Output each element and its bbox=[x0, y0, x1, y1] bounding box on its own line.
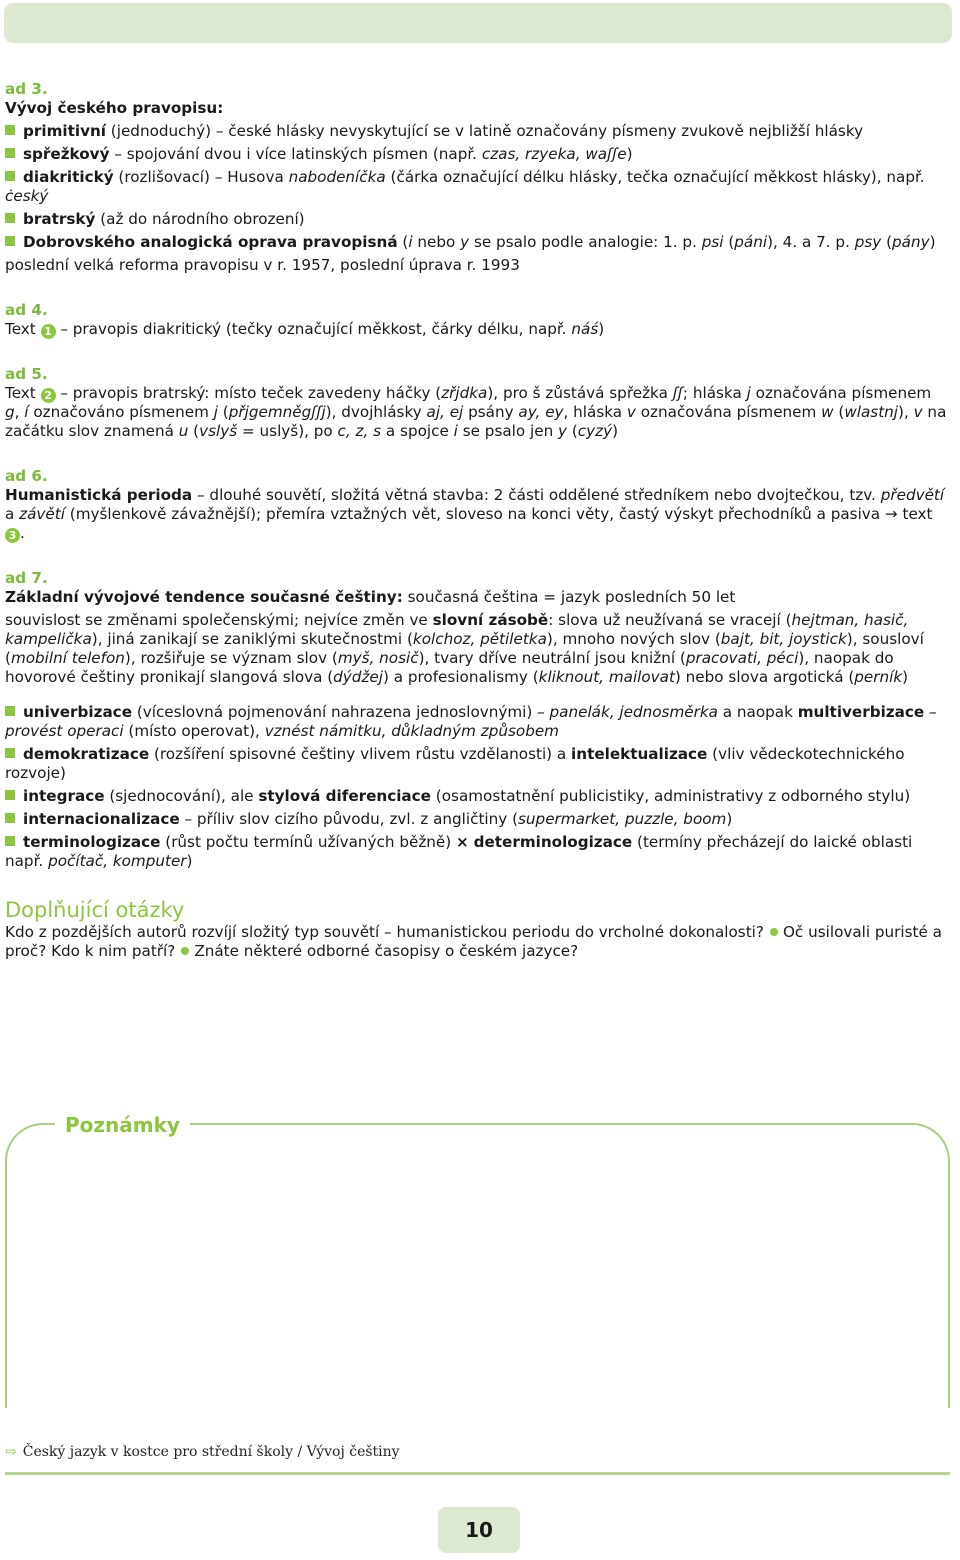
term: slovní zásobě bbox=[432, 611, 549, 629]
text: ), sousloví ( bbox=[5, 630, 924, 667]
question: Oč usilovali puristé a proč? Kdo k nim patří? bbox=[5, 923, 942, 960]
term: diakritický bbox=[23, 168, 114, 186]
text: – pravopis diakritický (tečky označující měkkost, čárky délku, např. bbox=[55, 320, 572, 338]
text: psány bbox=[463, 403, 519, 421]
example: psi bbox=[701, 233, 724, 251]
example: supermarket, puzzle, boom bbox=[518, 810, 727, 828]
bullet-square-icon bbox=[5, 148, 15, 158]
example: y bbox=[558, 422, 568, 440]
example: vslyš bbox=[199, 422, 238, 440]
example: perník bbox=[854, 668, 903, 686]
example: psy bbox=[854, 233, 882, 251]
notes-box[interactable] bbox=[5, 1113, 950, 1408]
term: bratrský bbox=[23, 210, 96, 228]
ad7-paragraph bbox=[5, 611, 950, 687]
text: text bbox=[897, 505, 933, 523]
example: v bbox=[913, 403, 923, 421]
versus-sign: × bbox=[456, 833, 469, 851]
term: terminologizace bbox=[23, 833, 161, 851]
term: determinologizace bbox=[473, 833, 633, 851]
spacer bbox=[5, 871, 950, 897]
page-number: 10 bbox=[438, 1507, 520, 1553]
term: multiverbizace bbox=[797, 703, 925, 721]
example: vznést námitku, důkladným způsobem bbox=[264, 722, 559, 740]
ad4-paragraph bbox=[5, 320, 950, 339]
text: ( bbox=[397, 233, 409, 251]
text: souvislost se změnami společenskými; nejvíce změn ve bbox=[5, 611, 433, 629]
term: Humanistická perioda bbox=[5, 486, 193, 504]
text: ), naopak do hovorové češtiny pronikají slangová slova ( bbox=[5, 649, 894, 686]
ad6-paragraph bbox=[5, 486, 950, 543]
text: (jednoduchý) – české hlásky nevyskytující se v latině označovány písmeny zvukově nejbližší hlásky bbox=[105, 122, 864, 140]
example: ʃʃ bbox=[672, 384, 683, 402]
text-label: Text bbox=[5, 384, 36, 402]
question: Znáte některé odborné časopisy o českém jazyce? bbox=[194, 942, 579, 960]
arrow-icon: → bbox=[884, 505, 898, 523]
main-content bbox=[5, 80, 950, 961]
text: (čárka označující délku hlásky, tečka označující měkkost hlásky), např. bbox=[385, 168, 925, 186]
example: v bbox=[626, 403, 636, 421]
question: Kdo z pozdějších autorů rozvíjí složitý typ souvětí – humanistickou periodu do vrcholné dokonalosti? bbox=[5, 923, 764, 941]
example: počítač, komputer bbox=[48, 852, 187, 870]
example: czas, rzyeka, waʃʃe bbox=[481, 145, 627, 163]
spacer bbox=[5, 441, 950, 467]
text: – bbox=[924, 703, 937, 721]
term: primitivní bbox=[23, 122, 106, 140]
text: ( bbox=[833, 403, 845, 421]
text: ) bbox=[902, 668, 909, 686]
text: ) bbox=[612, 422, 619, 440]
term: Základní vývojové tendence současné češtiny: bbox=[5, 588, 403, 606]
text: ( bbox=[723, 233, 735, 251]
list-item bbox=[5, 810, 950, 829]
text: ) bbox=[726, 810, 733, 828]
text: (místo operovat), bbox=[123, 722, 265, 740]
section-heading-ad4: ad 4. bbox=[5, 301, 48, 319]
spacer bbox=[5, 543, 950, 569]
top-band bbox=[4, 3, 952, 43]
bullet-square-icon bbox=[5, 836, 15, 846]
text: ), jiná zanikají se zaniklými skutečnostmi ( bbox=[91, 630, 413, 648]
list-item bbox=[5, 233, 950, 252]
text: ), bbox=[898, 403, 914, 421]
text: , bbox=[14, 403, 25, 421]
text: a naopak bbox=[717, 703, 798, 721]
bullet-square-icon bbox=[5, 790, 15, 800]
text: ) a profesionalismy ( bbox=[382, 668, 539, 686]
example: hejtman, hasič, kampelička bbox=[5, 611, 909, 648]
text: ), 4. a 7. p. bbox=[767, 233, 855, 251]
example: ay, ey bbox=[518, 403, 564, 421]
text: (osamostatnění publicistiky, administrativy z odborného stylu) bbox=[430, 787, 911, 805]
example: c, z, s bbox=[337, 422, 382, 440]
text: ( bbox=[881, 233, 893, 251]
example: bajt, bit, joystick bbox=[720, 630, 847, 648]
term: stylová diferenciace bbox=[258, 787, 431, 805]
list-item bbox=[5, 833, 950, 871]
footer-caption bbox=[5, 1443, 400, 1462]
example: i bbox=[453, 422, 458, 440]
text: : slova už neužívaná se vracejí ( bbox=[548, 611, 792, 629]
bullet-square-icon bbox=[5, 706, 15, 716]
text: . bbox=[20, 524, 25, 542]
text: = uslyš), po bbox=[237, 422, 338, 440]
text-label: Text bbox=[5, 320, 36, 338]
example: g bbox=[5, 403, 15, 421]
bullet-square-icon bbox=[5, 748, 15, 758]
ad3-title: Vývoj českého pravopisu: bbox=[5, 99, 224, 117]
bullet-square-icon bbox=[5, 813, 15, 823]
questions-paragraph bbox=[5, 923, 950, 961]
bullet-square-icon bbox=[5, 213, 15, 223]
term: univerbizace bbox=[23, 703, 132, 721]
term: demokratizace bbox=[23, 745, 150, 763]
text: současná čeština = jazyk posledních 50 let bbox=[402, 588, 736, 606]
example: náś bbox=[571, 320, 599, 338]
number-badge-icon: 3 bbox=[5, 528, 20, 543]
example: kliknout, mailovat bbox=[538, 668, 675, 686]
example: aj, ej bbox=[426, 403, 464, 421]
term: Dobrovského analogická oprava pravopisná bbox=[23, 233, 398, 251]
example: u bbox=[178, 422, 189, 440]
bullet-dot-icon bbox=[181, 947, 189, 955]
example: y bbox=[460, 233, 470, 251]
text: se psalo jen bbox=[457, 422, 559, 440]
example: předvětí bbox=[880, 486, 945, 504]
text: ), pro š zůstává spřežka bbox=[487, 384, 673, 402]
example: mobilní telefon bbox=[10, 649, 125, 667]
text: ), dvojhlásky bbox=[325, 403, 427, 421]
footer-text: Český jazyk v kostce pro střední školy / Vývoj češtiny bbox=[22, 1444, 400, 1460]
text: ) bbox=[626, 145, 633, 163]
number-badge-icon: 2 bbox=[41, 388, 56, 403]
text: ) bbox=[598, 320, 605, 338]
text: – spojování dvou i více latinských písmen (např. bbox=[109, 145, 482, 163]
example: ċeský bbox=[5, 187, 49, 205]
bullet-dot-icon bbox=[770, 928, 778, 936]
spacer bbox=[5, 275, 950, 301]
example: j bbox=[746, 384, 751, 402]
text: (sjednocování), ale bbox=[104, 787, 259, 805]
example: myš, nosič bbox=[337, 649, 419, 667]
list-item bbox=[5, 210, 950, 229]
text: označována písmenem bbox=[750, 384, 932, 402]
example: j bbox=[213, 403, 218, 421]
text: ( bbox=[217, 403, 229, 421]
text: (až do národního obrození) bbox=[95, 210, 305, 228]
text: (vliv vědeckotechnického rozvoje) bbox=[5, 745, 905, 782]
example: w bbox=[821, 403, 834, 421]
example: zřjdka bbox=[441, 384, 488, 402]
list-item bbox=[5, 145, 950, 164]
text: – pravopis bratrský: místo teček zavedeny háčky ( bbox=[55, 384, 442, 402]
example: závětí bbox=[19, 505, 65, 523]
text: ( bbox=[188, 422, 200, 440]
term: spřežkový bbox=[23, 145, 110, 163]
example: nabodeníčka bbox=[288, 168, 386, 186]
example: pracovati, péci bbox=[685, 649, 799, 667]
text: (myšlenkově závažnější); přemíra vztažných vět, sloveso na konci věty, častý výskyt přechodníků a pasiva bbox=[64, 505, 885, 523]
footer-rule bbox=[5, 1472, 950, 1475]
ad5-paragraph bbox=[5, 384, 950, 441]
spacer bbox=[5, 339, 950, 365]
text: ), tvary dříve neutrální jsou knižní ( bbox=[418, 649, 686, 667]
ad7-lead bbox=[5, 588, 950, 607]
text: označováno písmenem bbox=[28, 403, 214, 421]
example: panelák, jednosměrka bbox=[549, 703, 718, 721]
text: (rozlišovací) – Husova bbox=[113, 168, 289, 186]
bullet-square-icon bbox=[5, 171, 15, 181]
list-item bbox=[5, 168, 950, 206]
text: a bbox=[5, 505, 20, 523]
questions-title: Doplňující otázky bbox=[5, 898, 185, 922]
text: ), rozšiřuje se význam slov ( bbox=[124, 649, 338, 667]
spacer bbox=[5, 687, 950, 699]
list-item bbox=[5, 787, 950, 806]
arrow-right-icon: ⇨ bbox=[5, 1444, 17, 1460]
section-heading-ad5: ad 5. bbox=[5, 365, 48, 383]
term: integrace bbox=[23, 787, 105, 805]
list-item bbox=[5, 745, 950, 783]
section-heading-ad3: ad 3. bbox=[5, 80, 48, 98]
example: kolchoz, pětiletka bbox=[412, 630, 547, 648]
list-item bbox=[5, 703, 950, 741]
example: provést operaci bbox=[5, 722, 124, 740]
bullet-square-icon bbox=[5, 125, 15, 135]
text: ( bbox=[567, 422, 578, 440]
text: (víceslovná pojmenování nahrazena jednoslovnými) – bbox=[132, 703, 550, 721]
text: (rozšíření spisovné češtiny vlivem růstu vzdělanosti) a bbox=[149, 745, 572, 763]
term: intelektualizace bbox=[571, 745, 708, 763]
text: – příliv slov cizího původu, zvl. z angličtiny ( bbox=[179, 810, 519, 828]
text: a spojce bbox=[381, 422, 454, 440]
text: na začátku slov znamená bbox=[5, 403, 947, 440]
example: pány bbox=[892, 233, 930, 251]
section-heading-ad6: ad 6. bbox=[5, 467, 48, 485]
example: páni bbox=[734, 233, 768, 251]
text: se psalo podle analogie: 1. p. bbox=[469, 233, 702, 251]
example: wlastnj bbox=[844, 403, 899, 421]
text: ) nebo slova argotická ( bbox=[674, 668, 855, 686]
reform-note: poslední velká reforma pravopisu v r. 1957, poslední úprava r. 1993 bbox=[5, 256, 520, 274]
term: internacionalizace bbox=[23, 810, 180, 828]
example: i bbox=[408, 233, 413, 251]
text: označována písmenem bbox=[635, 403, 822, 421]
list-item bbox=[5, 122, 950, 141]
text: , hláska bbox=[563, 403, 627, 421]
text: ) bbox=[929, 233, 936, 251]
number-badge-icon: 1 bbox=[41, 324, 56, 339]
text: ) bbox=[186, 852, 193, 870]
example: cyzý bbox=[577, 422, 613, 440]
text: nebo bbox=[412, 233, 461, 251]
text: (růst počtu termínů užívaných běžně) bbox=[160, 833, 457, 851]
text: – dlouhé souvětí, složitá větná stavba: 2 části oddělené středníkem nebo dvojtečkou, tzv. bbox=[192, 486, 881, 504]
notes-title: Poznámky bbox=[55, 1112, 190, 1138]
example: í bbox=[24, 403, 29, 421]
example: dýdžej bbox=[333, 668, 383, 686]
bullet-square-icon bbox=[5, 236, 15, 246]
section-heading-ad7: ad 7. bbox=[5, 569, 48, 587]
text: ), mnoho nových slov ( bbox=[546, 630, 721, 648]
text: ; hláska bbox=[682, 384, 747, 402]
example: přjgemněgʃʃj bbox=[228, 403, 326, 421]
text: (termíny přecházejí do laické oblasti např. bbox=[5, 833, 913, 870]
